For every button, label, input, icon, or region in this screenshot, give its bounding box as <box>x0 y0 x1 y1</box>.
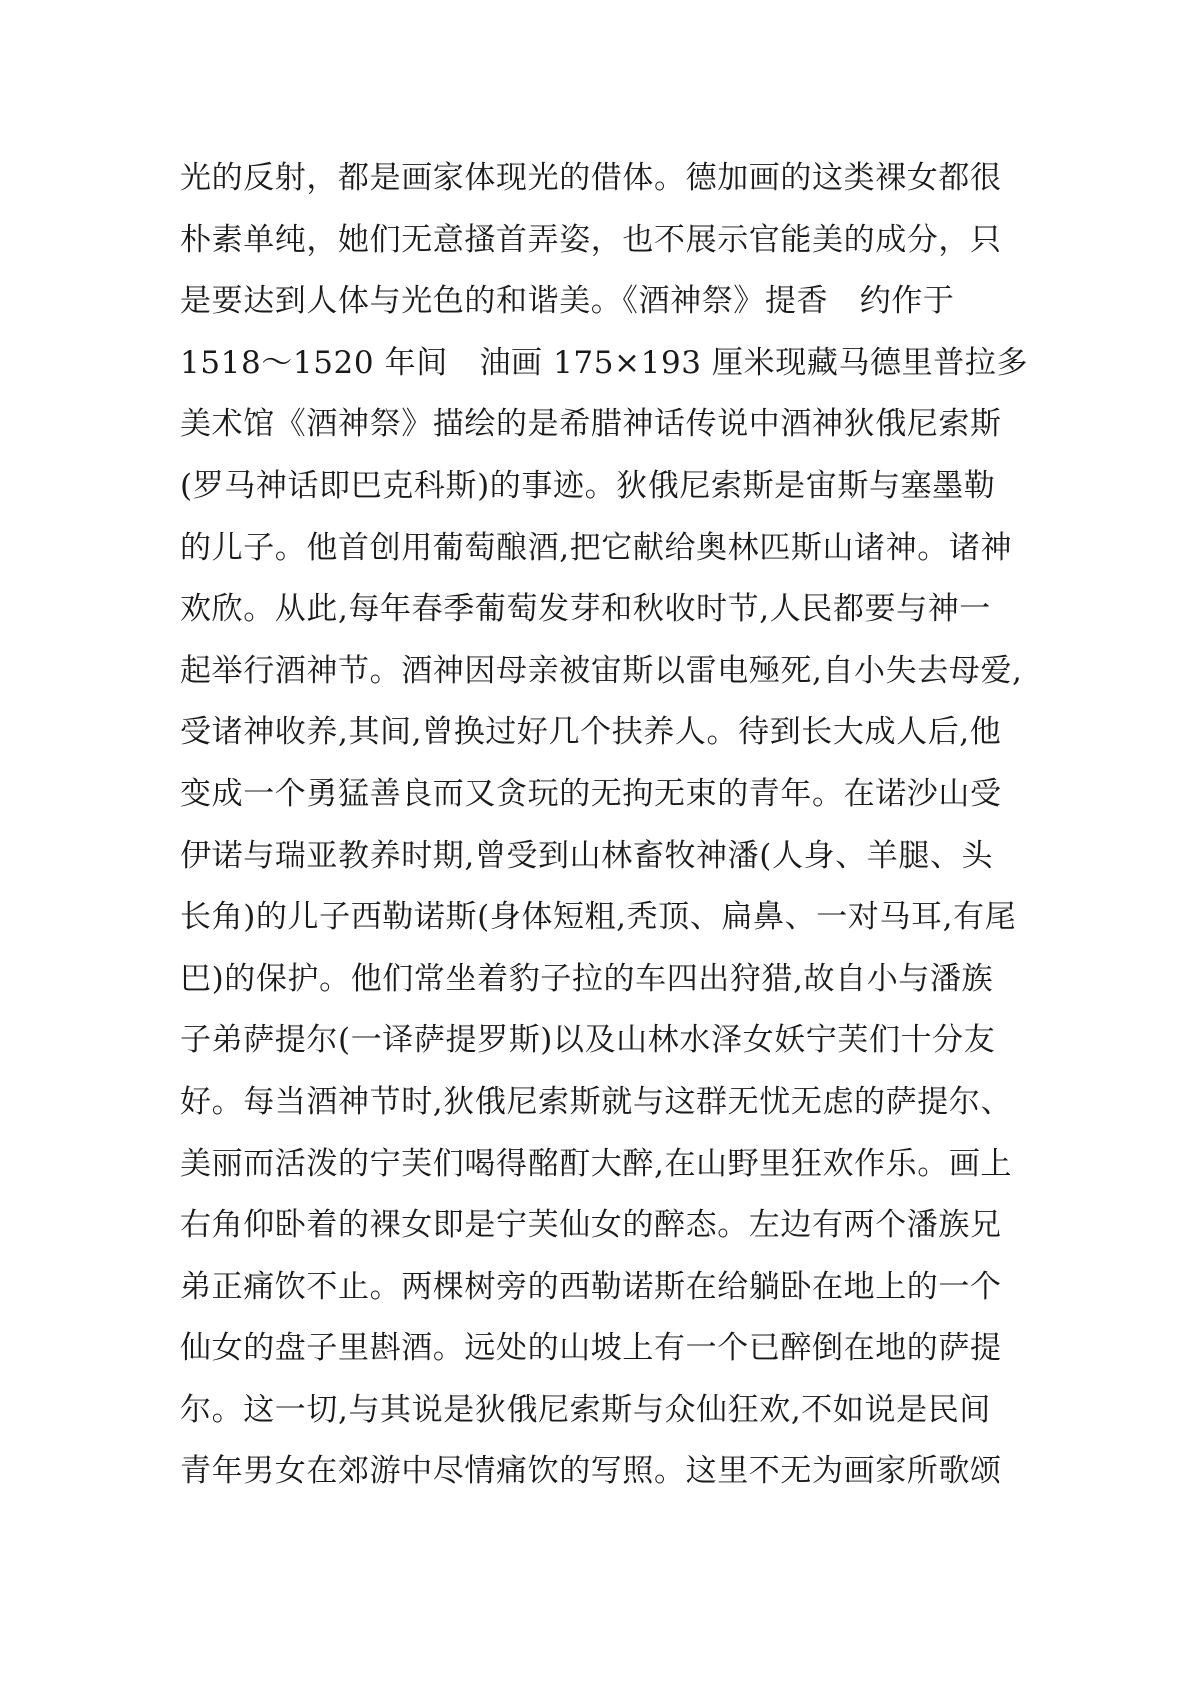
text-line: 巴)的保护。他们常坐着豹子拉的车四出狩猎,故自小与潘族 <box>180 960 994 997</box>
text-line: 弟正痛饮不止。两棵树旁的西勒诺斯在给躺卧在地上的一个 <box>180 1268 1002 1305</box>
text-line: 的儿子。他首创用葡萄酿酒,把它献给奥林匹斯山诸神。诸神 <box>180 529 1013 566</box>
text-line: 受诸神收养,其间,曾换过好几个扶养人。待到长大成人后,他 <box>180 714 1002 751</box>
text-line: 青年男女在郊游中尽情痛饮的写照。这里不无为画家所歌颂 <box>180 1453 1002 1490</box>
text-line: 子弟萨提尔(一译萨提罗斯)以及山林水泽女妖宁芙们十分友 <box>180 1022 996 1059</box>
text-line: 变成一个勇猛善良而又贪玩的无拘无束的青年。在诺沙山受 <box>180 775 1002 812</box>
text-line: 是要达到人体与光色的和谐美。《酒神祭》提香 约作于 <box>180 283 955 320</box>
text-line: 欢欣。从此,每年春季葡萄发芽和秋收时节,人民都要与神一 <box>180 591 991 628</box>
text-line: 起举行酒神节。酒神因母亲被宙斯以雷电殛死,自小失去母爱, <box>180 652 1023 689</box>
text-line: 朴素单纯，她们无意搔首弄姿，也不展示官能美的成分，只 <box>180 221 1002 258</box>
text-line: 1518～1520 年间 油画 175×193 厘米现藏马德里普拉多 <box>180 344 1029 381</box>
text-line: 伊诺与瑞亚教养时期,曾受到山林畜牧神潘(人身、羊腿、头 <box>180 837 994 874</box>
body-text <box>180 148 1040 1503</box>
text-line: 美丽而活泼的宁芙们喝得酩酊大醉,在山野里狂欢作乐。画上 <box>180 1145 1013 1182</box>
text-line: (罗马神话即巴克科斯)的事迹。狄俄尼索斯是宙斯与塞墨勒 <box>180 467 996 504</box>
text-line: 右角仰卧着的裸女即是宁芙仙女的醉态。左边有两个潘族兄 <box>180 1207 1002 1244</box>
text-line: 长角)的儿子西勒诺斯(身体短粗,秃顶、扁鼻、一对马耳,有尾 <box>180 899 1017 936</box>
text-line: 仙女的盘子里斟酒。远处的山坡上有一个已醉倒在地的萨提 <box>180 1330 1002 1367</box>
text-line: 好。每当酒神节时,狄俄尼索斯就与这群无忧无虑的萨提尔、 <box>180 1083 1013 1120</box>
text-line: 美术馆《酒神祭》描绘的是希腊神话传说中酒神狄俄尼索斯 <box>180 406 1002 443</box>
text-line: 光的反射，都是画家体现光的借体。德加画的这类裸女都很 <box>180 160 1002 196</box>
text-line: 尔。这一切,与其说是狄俄尼索斯与众仙狂欢,不如说是民间 <box>180 1391 991 1428</box>
